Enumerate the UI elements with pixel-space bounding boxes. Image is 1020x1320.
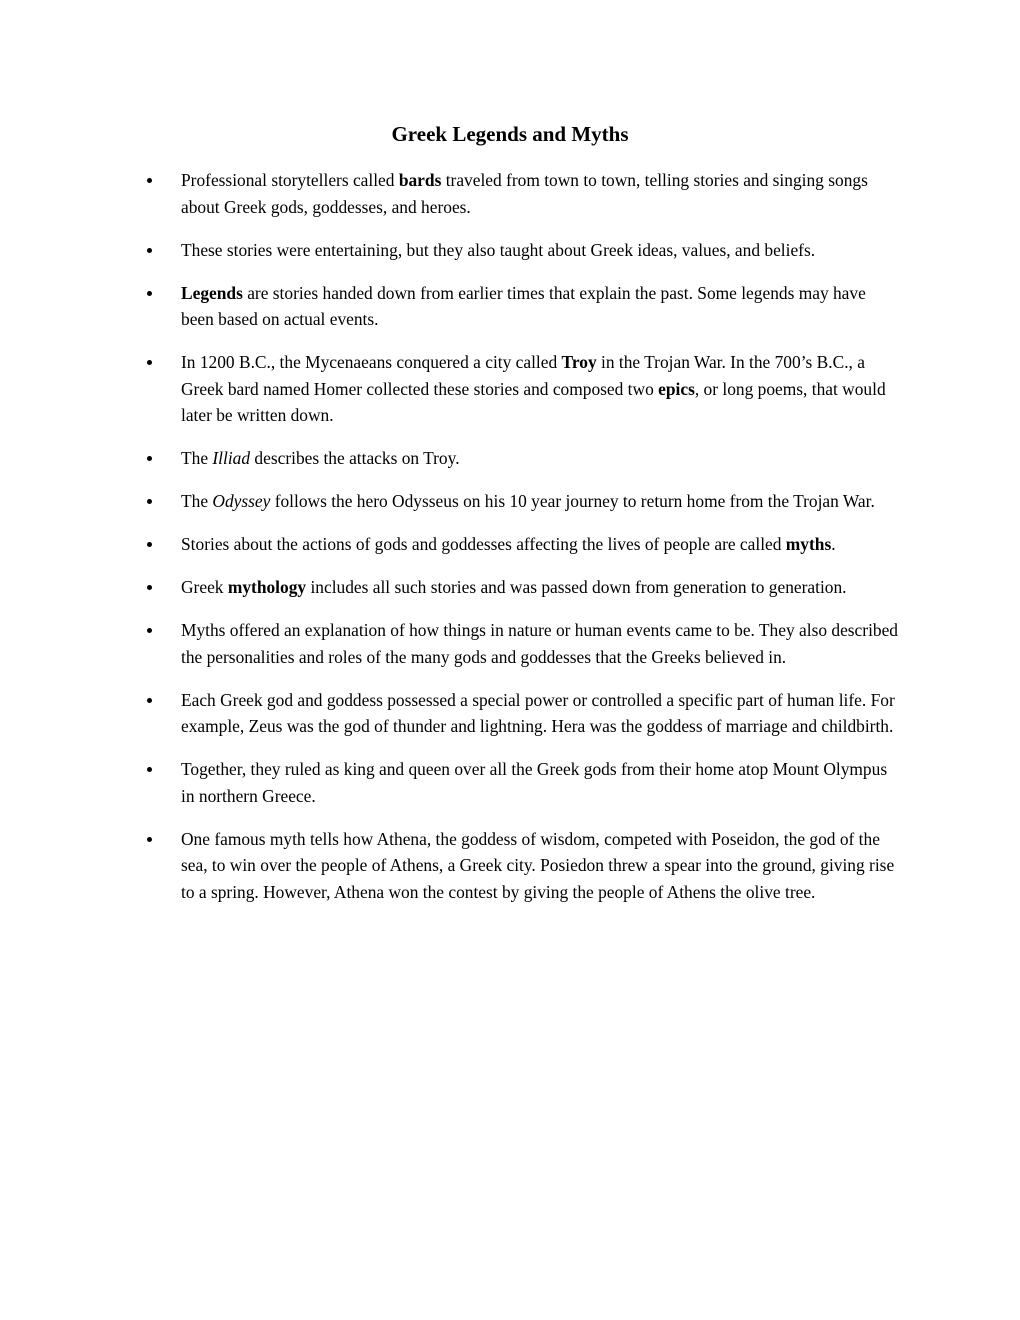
bullet-dot-icon — [147, 499, 152, 504]
bullet-dot-icon — [147, 248, 152, 253]
bullet-text: are stories handed down from earlier times that explain the past. Some legends may have been based on actual events. — [181, 282, 866, 329]
bullet-text: Myths offered an explanation of how things in nature or human events came to be. They also described the personalities and roles of the many gods and goddesses that the Greeks believed in. — [181, 620, 899, 667]
bullet-text: These stories were entertaining, but they also taught about Greek ideas, values, and beliefs. — [181, 239, 816, 260]
bullet-item — [0, 280, 901, 333]
bold-term: myths — [785, 534, 832, 554]
bullet-text: Greek — [181, 577, 228, 597]
bullet-text: Stories about the actions of gods and goddesses affecting the lives of people are called — [181, 534, 786, 554]
italic-title: Illiad — [212, 448, 251, 468]
bold-term: Troy — [561, 352, 597, 372]
bullet-text: in the Trojan War. In the 700’s B.C., a Greek bard named Homer collected these stories and composed two — [181, 352, 865, 399]
bullet-text: traveled from town to town, telling stories and singing songs about Greek gods, goddesses, and heroes. — [181, 170, 868, 217]
bullet-dot-icon — [147, 360, 152, 365]
bullet-item — [0, 826, 901, 906]
bullet-item — [0, 167, 901, 220]
bold-term: epics — [658, 378, 695, 399]
bullet-item — [0, 756, 901, 809]
bullet-text: includes all such stories and was passed down from generation to generation. — [306, 577, 847, 597]
bullet-dot-icon — [147, 628, 152, 633]
bullet-dot-icon — [147, 178, 152, 183]
bullet-dot-icon — [147, 542, 152, 547]
bullet-dot-icon — [147, 291, 152, 296]
bold-term: mythology — [227, 577, 307, 597]
bullet-text: Each Greek god and goddess possessed a special power or controlled a specific part of human life. For example, Zeus was the god of thunder and lightning. Hera was the goddess of marriage and childbirth. — [181, 689, 895, 736]
bullet-item — [0, 574, 901, 601]
bullet-text: The — [181, 448, 213, 468]
bullet-text: describes the attacks on Troy. — [250, 448, 460, 468]
bold-term: bards — [398, 170, 442, 190]
bullet-text: One famous myth tells how Athena, the goddess of wisdom, competed with Poseidon, the god of the sea, to win over the people of Athens, a Greek city. Posiedon threw a spear into the ground, giving rise to a spring. However, Athena won the contest by giving the people of Athens the olive tree. — [181, 828, 895, 902]
bullet-item — [0, 237, 901, 264]
bold-term: Legends — [181, 282, 243, 303]
bullet-text: The — [181, 491, 213, 511]
bullet-text: Professional storytellers called — [181, 170, 399, 190]
page-title: Greek Legends and Myths — [391, 122, 629, 146]
bullet-dot-icon — [147, 767, 152, 772]
bullet-text: . — [831, 534, 836, 554]
bullet-item — [0, 687, 901, 740]
bullet-item — [0, 617, 901, 670]
bullet-dot-icon — [147, 837, 152, 842]
bullet-text: Together, they ruled as king and queen over all the Greek gods from their home atop Mount Olympus in northern Greece. — [181, 759, 888, 806]
bullet-dot-icon — [147, 456, 152, 461]
bullet-item — [0, 531, 901, 558]
bullet-text: In 1200 B.C., the Mycenaeans conquered a city called — [181, 352, 562, 372]
bullet-item — [0, 445, 901, 472]
bullet-list — [0, 167, 1020, 922]
bullet-dot-icon — [147, 585, 152, 590]
italic-title: Odyssey — [212, 491, 271, 511]
bullet-text: , or long poems, that would later be written down. — [181, 378, 886, 425]
bullet-item — [0, 488, 901, 515]
bullet-item — [0, 349, 901, 429]
bullet-dot-icon — [147, 698, 152, 703]
bullet-text: follows the hero Odysseus on his 10 year journey to return home from the Trojan War. — [270, 491, 875, 511]
